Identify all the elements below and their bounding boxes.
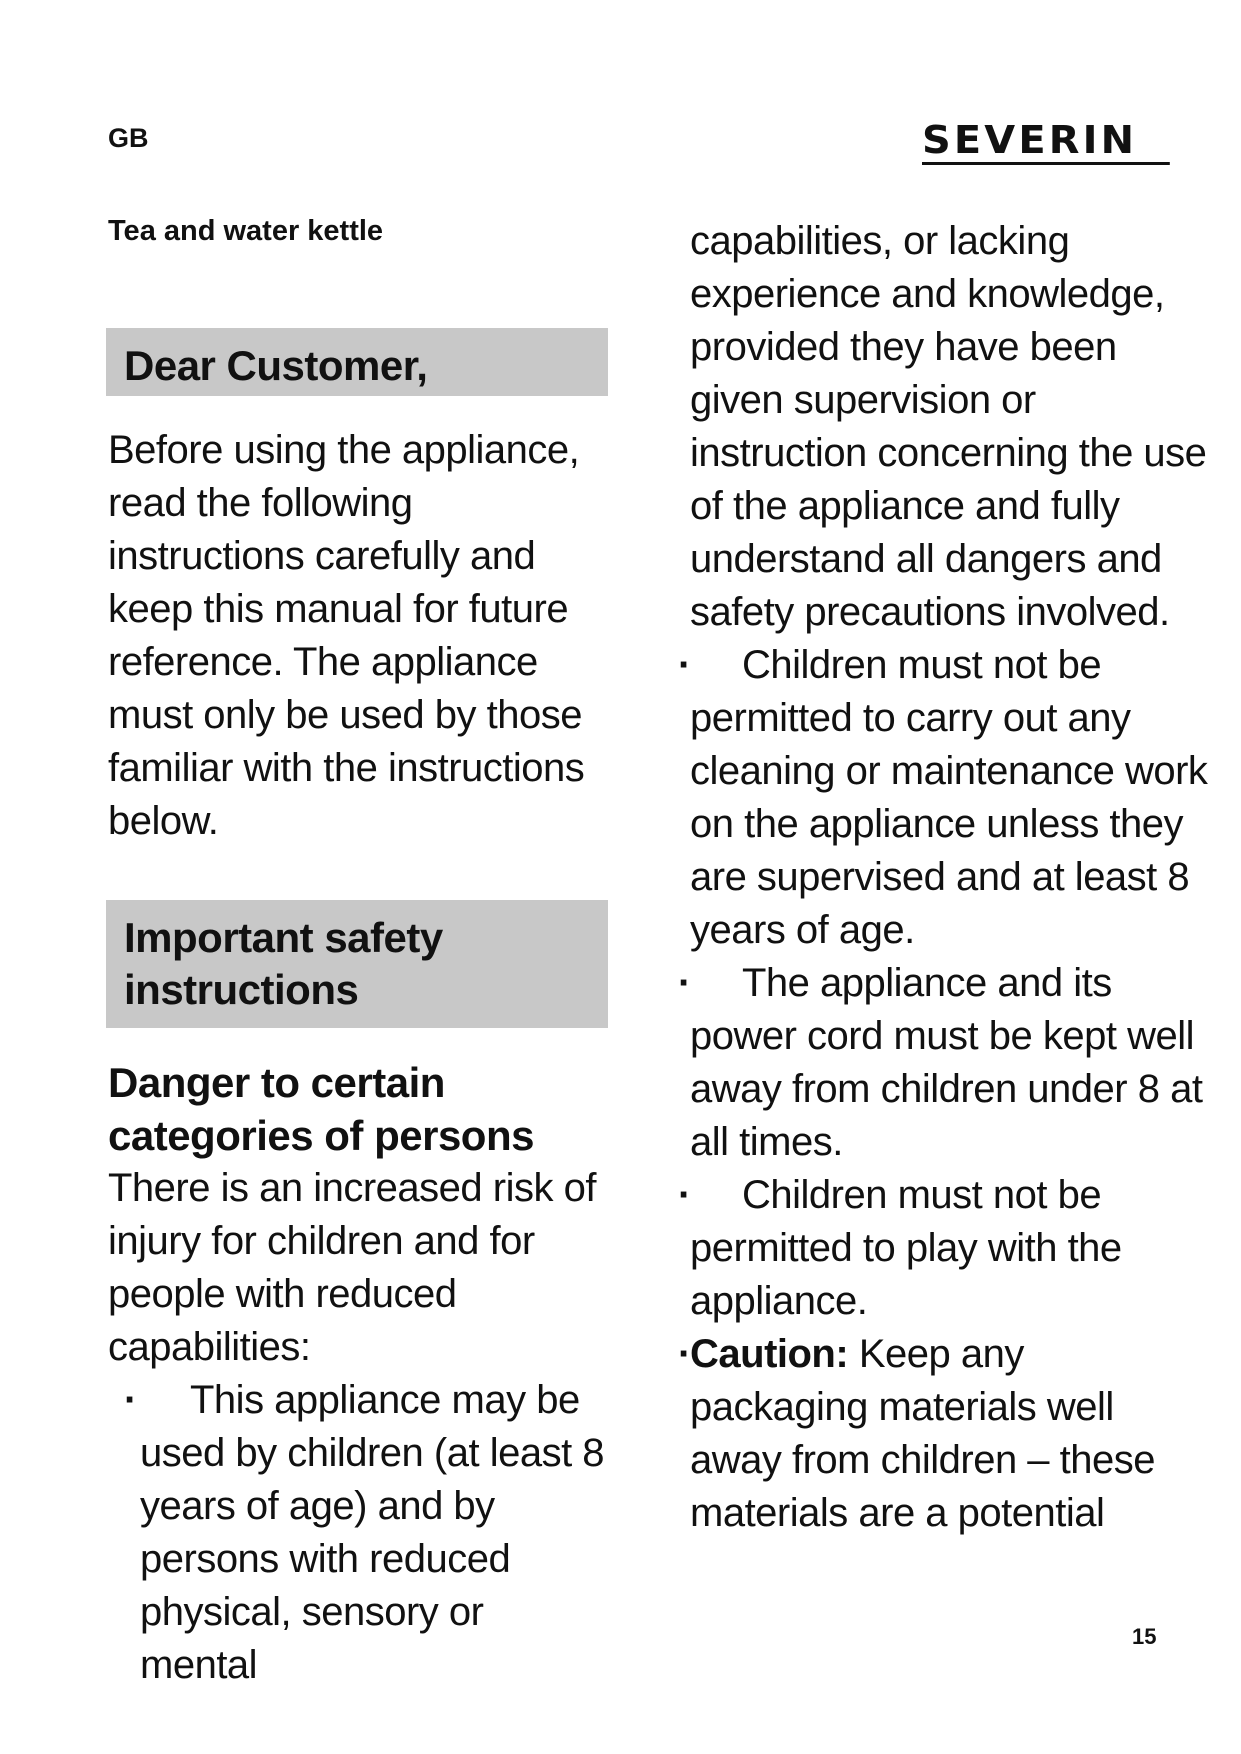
language-code: GB bbox=[108, 123, 149, 153]
severin-logo: SEVERIN bbox=[922, 118, 1170, 165]
bullet-continuation: capabilities, or lacking experience and knowledge, provided they have been given supervision or instruction concerning the use of the appliance and fully understand all dangers and safety precautions involved. bbox=[690, 219, 1207, 634]
safety-heading: Important safety instructions bbox=[106, 900, 608, 1028]
bullet-item bbox=[108, 1374, 608, 1692]
bullet-marker: · bbox=[678, 1173, 691, 1217]
intro-paragraph: Before using the appliance, read the following instructions carefully and keep this manual for future reference. The appliance must only be used by those familiar with the instructions below. bbox=[108, 428, 585, 843]
caution-text: Keep any packaging materials well away from children – these materials are a potential bbox=[690, 1332, 1156, 1535]
risk-intro: There is an increased risk of injury for children and for people with reduced capabilities: bbox=[108, 1166, 596, 1369]
bullet-text: This appliance may be used by children (at least 8 years of age) and by persons with reduced physical, sensory or mental bbox=[140, 1378, 605, 1687]
bullet-marker: · bbox=[678, 961, 691, 1005]
caution-label: Caution: bbox=[690, 1332, 859, 1376]
bullet-text: Children must not be permitted to play with the appliance. bbox=[690, 1173, 1122, 1323]
page-number: 15 bbox=[1132, 1624, 1157, 1649]
bullet-marker: · bbox=[678, 643, 691, 687]
bullet-item bbox=[678, 639, 1210, 957]
bullet-marker: · bbox=[124, 1378, 137, 1422]
dear-customer-heading: Dear Customer, bbox=[106, 328, 608, 396]
bullet-text: Children must not be permitted to carry out any cleaning or maintenance work on the appliance unless they are supervised and at least 8 years of age. bbox=[690, 643, 1208, 952]
bullet-item bbox=[678, 957, 1210, 1169]
caution-item bbox=[678, 1328, 1210, 1540]
right-column bbox=[678, 215, 1210, 1540]
left-column bbox=[108, 328, 608, 1692]
document-title: Tea and water kettle bbox=[108, 215, 384, 247]
danger-subheading: Danger to certain categories of persons bbox=[108, 1059, 534, 1159]
bullet-item bbox=[678, 1169, 1210, 1328]
bullet-marker: · bbox=[678, 1332, 691, 1376]
bullet-text: The appliance and its power cord must be kept well away from children under 8 at all times. bbox=[690, 961, 1203, 1164]
